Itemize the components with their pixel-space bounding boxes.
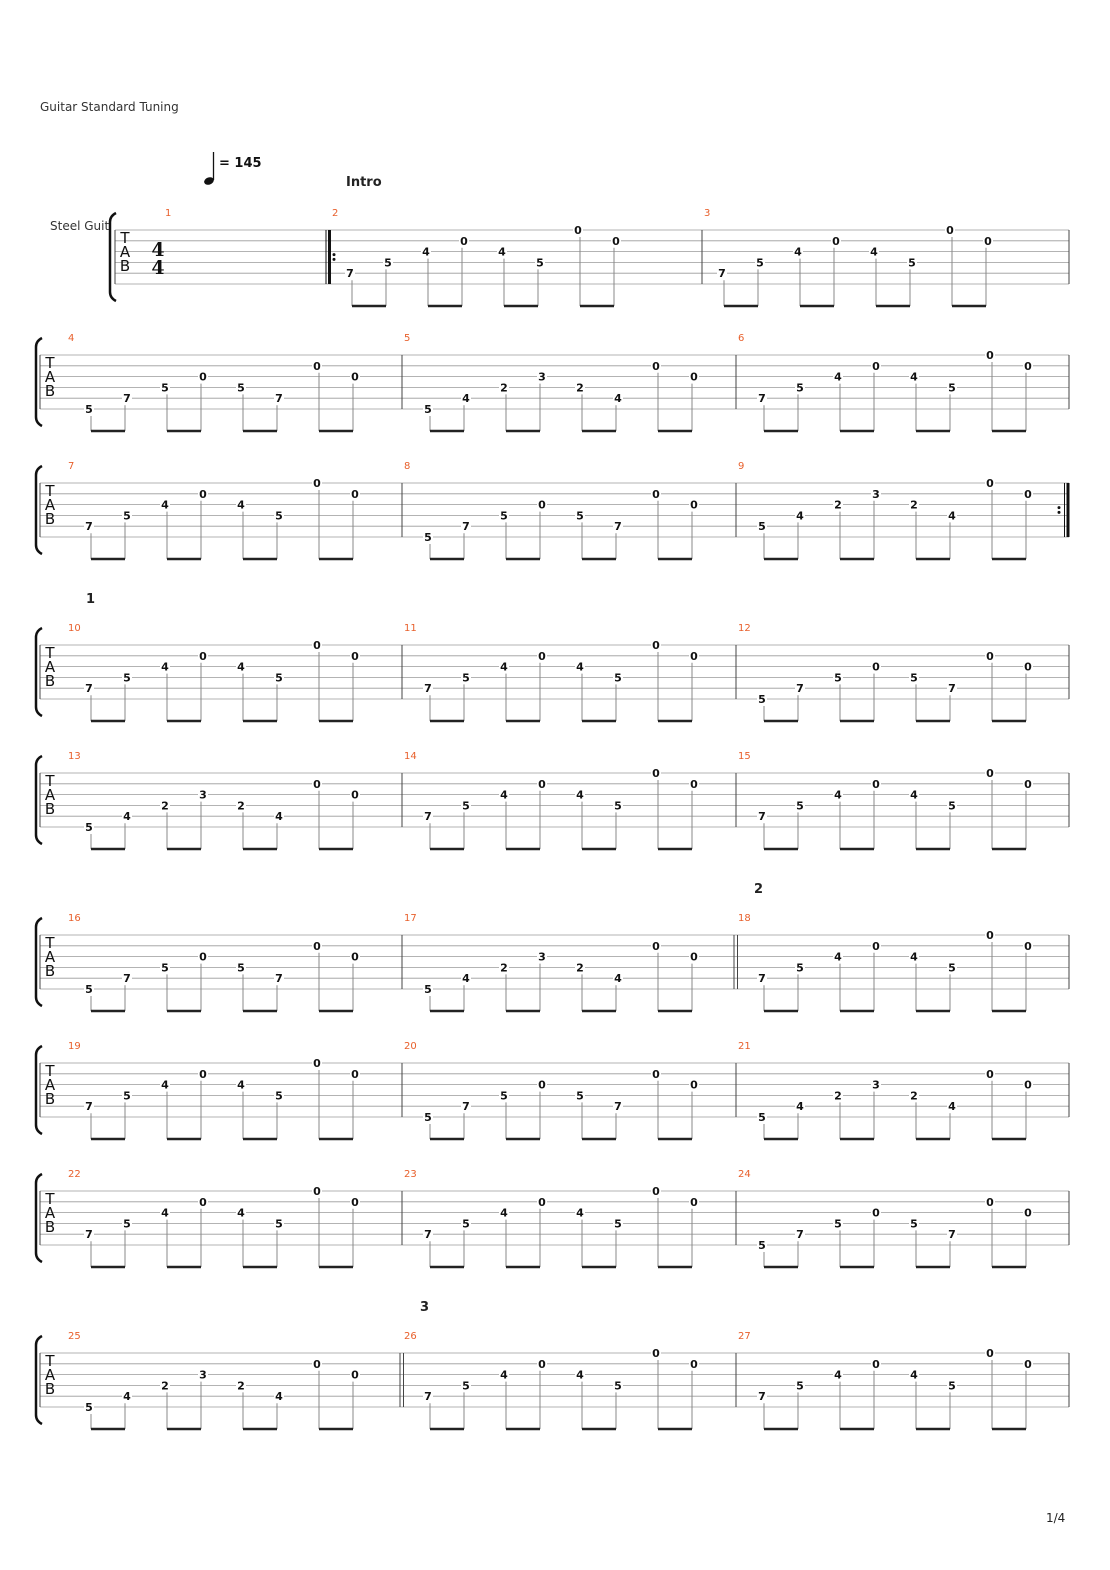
fret-number: 5 (237, 961, 245, 975)
fret-number: 4 (910, 370, 918, 384)
fret-number: 5 (384, 256, 392, 270)
fret-number: 0 (199, 1067, 207, 1081)
fret-number: 7 (424, 810, 432, 824)
fret-number: 5 (275, 1217, 283, 1231)
measure-number: 23 (404, 1169, 417, 1180)
tab-clef-letter: T (45, 1062, 55, 1080)
fret-number: 0 (690, 1357, 698, 1371)
tab-clef-letter: B (44, 962, 56, 980)
fret-number: 5 (161, 381, 169, 395)
fret-number: 7 (758, 810, 766, 824)
measure-number: 4 (68, 333, 75, 344)
fret-number: 0 (652, 639, 660, 652)
measure-number: 25 (68, 1331, 81, 1342)
repeat-dot (1058, 511, 1061, 514)
tab-clef-letter: T (45, 1190, 55, 1208)
tab-clef-letter: A (44, 948, 56, 966)
system-bracket (36, 628, 42, 716)
measure-number: 22 (68, 1169, 81, 1180)
fret-number: 7 (796, 682, 804, 696)
fret-number: 4 (498, 245, 506, 259)
fret-number: 0 (690, 950, 698, 964)
fret-number: 5 (796, 799, 804, 813)
fret-number: 0 (872, 777, 880, 791)
fret-number: 3 (872, 1078, 880, 1092)
tab-clef-letter: A (44, 786, 56, 804)
fret-number: 0 (986, 929, 994, 942)
fret-number: 5 (834, 1217, 842, 1231)
fret-number: 4 (237, 498, 245, 512)
measure-number: 24 (738, 1169, 751, 1180)
fret-number: 4 (500, 660, 508, 674)
measure-number: 7 (68, 461, 75, 472)
fret-number: 0 (986, 767, 994, 780)
fret-number: 4 (123, 810, 131, 824)
fret-number: 2 (576, 381, 584, 395)
fret-number: 4 (576, 1206, 584, 1220)
fret-number: 5 (85, 821, 93, 834)
fret-number: 0 (313, 477, 321, 490)
measure-number: 2 (332, 208, 339, 219)
system-bracket (36, 1336, 42, 1424)
tab-clef-letter: A (44, 658, 56, 676)
fret-number: 5 (161, 961, 169, 975)
fret-number: 0 (986, 1347, 994, 1360)
fret-number: 4 (910, 950, 918, 964)
fret-number: 5 (576, 509, 584, 523)
fret-number: 0 (652, 487, 660, 501)
section-label-intro: Intro (346, 175, 382, 190)
fret-number: 3 (538, 950, 546, 964)
fret-number: 7 (85, 682, 93, 696)
fret-number: 7 (948, 682, 956, 696)
fret-number: 7 (462, 520, 470, 534)
fret-number: 3 (199, 788, 207, 802)
fret-number: 5 (796, 381, 804, 395)
fret-number: 4 (576, 1368, 584, 1382)
fret-number: 0 (690, 370, 698, 384)
fret-number: 5 (462, 799, 470, 813)
fret-number: 5 (275, 509, 283, 523)
fret-number: 0 (313, 777, 321, 791)
fret-number: 4 (275, 1390, 283, 1404)
tab-clef-letter: B (44, 1218, 56, 1236)
tab-clef-letter: B (44, 1090, 56, 1108)
fret-number: 7 (85, 1100, 93, 1114)
fret-number: 4 (422, 245, 430, 259)
fret-number: 0 (986, 477, 994, 490)
fret-number: 5 (462, 671, 470, 685)
measure-number: 6 (738, 333, 745, 344)
fret-number: 0 (652, 767, 660, 780)
measure-number: 11 (404, 623, 417, 634)
fret-number: 0 (351, 487, 359, 501)
fret-number: 0 (313, 359, 321, 373)
fret-number: 0 (538, 1078, 546, 1092)
fret-number: 0 (199, 1195, 207, 1209)
fret-number: 2 (161, 799, 169, 813)
fret-number: 4 (161, 1206, 169, 1220)
measure-number: 5 (404, 333, 411, 344)
fret-number: 2 (576, 961, 584, 975)
fret-number: 5 (948, 1379, 956, 1393)
fret-number: 0 (652, 1067, 660, 1081)
fret-number: 0 (832, 234, 840, 248)
fret-number: 2 (237, 799, 245, 813)
fret-number: 4 (834, 950, 842, 964)
fret-number: 0 (460, 234, 468, 248)
fret-number: 5 (123, 509, 131, 523)
measure-number: 18 (738, 913, 751, 924)
fret-number: 2 (834, 1089, 842, 1103)
measure-number: 10 (68, 623, 81, 634)
system-bracket (36, 338, 42, 426)
page-number: 1/4 (1046, 1511, 1066, 1525)
fret-number: 0 (351, 1067, 359, 1081)
fret-number: 4 (500, 788, 508, 802)
fret-number: 5 (85, 403, 93, 416)
fret-number: 7 (948, 1228, 956, 1242)
fret-number: 5 (462, 1379, 470, 1393)
tab-clef-letter: T (45, 1352, 55, 1370)
repeat-dot (333, 258, 336, 261)
fret-number: 5 (614, 1379, 622, 1393)
fret-number: 4 (834, 370, 842, 384)
tab-clef-letter: B (44, 382, 56, 400)
fret-number: 5 (424, 983, 432, 996)
fret-number: 0 (538, 649, 546, 663)
track-name: Steel Guit (50, 219, 110, 233)
fret-number: 7 (85, 1228, 93, 1242)
fret-number: 4 (910, 1368, 918, 1382)
fret-number: 2 (834, 498, 842, 512)
fret-number: 7 (123, 972, 131, 986)
fret-number: 0 (986, 1195, 994, 1209)
fret-number: 7 (758, 1390, 766, 1404)
fret-number: 0 (1024, 777, 1032, 791)
fret-number: 5 (948, 381, 956, 395)
fret-number: 0 (652, 1185, 660, 1198)
fret-number: 5 (123, 1089, 131, 1103)
fret-number: 0 (199, 370, 207, 384)
measure-number: 19 (68, 1041, 81, 1052)
fret-number: 0 (538, 498, 546, 512)
measure-number: 13 (68, 751, 81, 762)
fret-number: 4 (462, 392, 470, 406)
measure-number: 9 (738, 461, 745, 472)
tab-clef-letter: A (44, 496, 56, 514)
fret-number: 0 (872, 1206, 880, 1220)
fret-number: 0 (1024, 1357, 1032, 1371)
fret-number: 4 (576, 660, 584, 674)
fret-number: 5 (614, 1217, 622, 1231)
tab-clef-letter: A (119, 243, 131, 261)
fret-number: 7 (424, 1390, 432, 1404)
fret-number: 2 (161, 1379, 169, 1393)
fret-number: 0 (574, 224, 582, 237)
fret-number: 5 (536, 256, 544, 270)
system-bracket (36, 1046, 42, 1134)
fret-number: 0 (313, 1185, 321, 1198)
tab-clef-letter: B (44, 800, 56, 818)
fret-number: 2 (500, 381, 508, 395)
fret-number: 4 (870, 245, 878, 259)
fret-number: 4 (614, 972, 622, 986)
fret-number: 4 (275, 810, 283, 824)
fret-number: 7 (275, 392, 283, 406)
measure-number: 20 (404, 1041, 417, 1052)
fret-number: 0 (1024, 487, 1032, 501)
fret-number: 7 (462, 1100, 470, 1114)
fret-number: 0 (986, 649, 994, 663)
fret-number: 0 (1024, 660, 1032, 674)
fret-number: 5 (85, 1401, 93, 1414)
measure-number: 27 (738, 1331, 751, 1342)
fret-number: 5 (758, 693, 766, 706)
fret-number: 0 (1024, 359, 1032, 373)
fret-number: 7 (424, 682, 432, 696)
fret-number: 0 (872, 660, 880, 674)
fret-number: 0 (199, 649, 207, 663)
fret-number: 5 (910, 671, 918, 685)
fret-number: 4 (237, 660, 245, 674)
tab-clef-letter: B (44, 1380, 56, 1398)
fret-number: 5 (834, 671, 842, 685)
fret-number: 5 (758, 520, 766, 534)
fret-number: 0 (872, 939, 880, 953)
fret-number: 5 (910, 1217, 918, 1231)
fret-number: 7 (796, 1228, 804, 1242)
fret-number: 0 (1024, 939, 1032, 953)
tab-clef-letter: A (44, 1076, 56, 1094)
section-label-3: 3 (420, 1300, 430, 1315)
tab-clef-letter: T (45, 644, 55, 662)
tab-clef-letter: B (119, 257, 131, 275)
fret-number: 4 (500, 1206, 508, 1220)
repeat-dot (333, 253, 336, 256)
fret-number: 4 (910, 788, 918, 802)
tuning-label: Guitar Standard Tuning (40, 100, 179, 114)
fret-number: 5 (500, 1089, 508, 1103)
measure-number: 16 (68, 913, 81, 924)
system-bracket (36, 756, 42, 844)
tab-clef-letter: T (45, 354, 55, 372)
tab-clef-letter: A (44, 1366, 56, 1384)
fret-number: 0 (538, 1195, 546, 1209)
fret-number: 4 (462, 972, 470, 986)
fret-number: 5 (948, 799, 956, 813)
fret-number: 0 (313, 939, 321, 953)
fret-number: 4 (500, 1368, 508, 1382)
fret-number: 5 (424, 1111, 432, 1124)
fret-number: 5 (796, 1379, 804, 1393)
fret-number: 0 (986, 349, 994, 362)
fret-number: 0 (313, 639, 321, 652)
fret-number: 5 (758, 1239, 766, 1252)
system-bracket (36, 1174, 42, 1262)
fret-number: 0 (199, 487, 207, 501)
fret-number: 0 (1024, 1206, 1032, 1220)
tempo-marking: = 145 (219, 156, 262, 171)
tab-clef-letter: B (44, 672, 56, 690)
fret-number: 5 (948, 961, 956, 975)
fret-number: 5 (500, 509, 508, 523)
fret-number: 0 (652, 1347, 660, 1360)
fret-number: 5 (614, 671, 622, 685)
fret-number: 5 (275, 671, 283, 685)
fret-number: 0 (538, 1357, 546, 1371)
fret-number: 5 (758, 1111, 766, 1124)
fret-number: 5 (756, 256, 764, 270)
fret-number: 5 (85, 983, 93, 996)
fret-number: 5 (796, 961, 804, 975)
fret-number: 0 (690, 1195, 698, 1209)
fret-number: 0 (351, 788, 359, 802)
fret-number: 0 (351, 1368, 359, 1382)
fret-number: 0 (652, 939, 660, 953)
fret-number: 0 (984, 234, 992, 248)
fret-number: 3 (872, 487, 880, 501)
fret-number: 4 (237, 1206, 245, 1220)
tab-clef-letter: T (45, 482, 55, 500)
fret-number: 0 (690, 649, 698, 663)
fret-number: 7 (424, 1228, 432, 1242)
section-label-1: 1 (86, 592, 96, 607)
time-signature-top: 4 (151, 239, 165, 261)
fret-number: 5 (614, 799, 622, 813)
tab-clef-letter: T (45, 772, 55, 790)
fret-number: 4 (161, 660, 169, 674)
fret-number: 0 (313, 1057, 321, 1070)
measure-number: 8 (404, 461, 411, 472)
fret-number: 4 (123, 1390, 131, 1404)
fret-number: 0 (690, 1078, 698, 1092)
fret-number: 0 (351, 649, 359, 663)
fret-number: 4 (161, 498, 169, 512)
fret-number: 2 (910, 1089, 918, 1103)
tab-clef-letter: A (44, 368, 56, 386)
fret-number: 4 (948, 1100, 956, 1114)
system-bracket (36, 918, 42, 1006)
fret-number: 3 (199, 1368, 207, 1382)
fret-number: 5 (275, 1089, 283, 1103)
fret-number: 0 (690, 498, 698, 512)
fret-number: 4 (237, 1078, 245, 1092)
fret-number: 0 (538, 777, 546, 791)
fret-number: 4 (948, 509, 956, 523)
tab-clef-letter: A (44, 1204, 56, 1222)
measure-number: 1 (165, 208, 172, 219)
fret-number: 0 (313, 1357, 321, 1371)
fret-number: 4 (796, 1100, 804, 1114)
measure-number: 12 (738, 623, 751, 634)
measure-number: 3 (704, 208, 711, 219)
fret-number: 0 (986, 1067, 994, 1081)
repeat-dot (1058, 506, 1061, 509)
fret-number: 0 (946, 224, 954, 237)
fret-number: 5 (424, 531, 432, 544)
fret-number: 5 (908, 256, 916, 270)
fret-number: 4 (796, 509, 804, 523)
measure-number: 17 (404, 913, 417, 924)
fret-number: 2 (910, 498, 918, 512)
fret-number: 5 (123, 671, 131, 685)
system-bracket (36, 466, 42, 554)
measure-number: 14 (404, 751, 417, 762)
measure-number: 21 (738, 1041, 751, 1052)
fret-number: 4 (614, 392, 622, 406)
fret-number: 3 (538, 370, 546, 384)
fret-number: 7 (614, 520, 622, 534)
section-label-2: 2 (754, 882, 764, 897)
fret-number: 5 (462, 1217, 470, 1231)
fret-number: 4 (834, 788, 842, 802)
fret-number: 0 (1024, 1078, 1032, 1092)
fret-number: 0 (872, 1357, 880, 1371)
fret-number: 7 (85, 520, 93, 534)
fret-number: 7 (758, 972, 766, 986)
time-signature-bottom: 4 (151, 257, 165, 279)
fret-number: 7 (614, 1100, 622, 1114)
tab-clef-letter: T (45, 934, 55, 952)
fret-number: 7 (718, 267, 726, 281)
fret-number: 5 (576, 1089, 584, 1103)
fret-number: 7 (758, 392, 766, 406)
fret-number: 0 (199, 950, 207, 964)
fret-number: 7 (346, 267, 354, 281)
measure-number: 15 (738, 751, 751, 762)
fret-number: 5 (123, 1217, 131, 1231)
fret-number: 4 (834, 1368, 842, 1382)
fret-number: 0 (612, 234, 620, 248)
fret-number: 2 (500, 961, 508, 975)
tab-clef-letter: T (120, 229, 130, 247)
fret-number: 7 (275, 972, 283, 986)
fret-number: 5 (424, 403, 432, 416)
fret-number: 0 (351, 950, 359, 964)
fret-number: 0 (690, 777, 698, 791)
fret-number: 7 (123, 392, 131, 406)
fret-number: 4 (794, 245, 802, 259)
measure-number: 26 (404, 1331, 417, 1342)
fret-number: 0 (872, 359, 880, 373)
fret-number: 0 (652, 359, 660, 373)
fret-number: 4 (161, 1078, 169, 1092)
fret-number: 0 (351, 1195, 359, 1209)
fret-number: 2 (237, 1379, 245, 1393)
fret-number: 0 (351, 370, 359, 384)
tab-clef-letter: B (44, 510, 56, 528)
fret-number: 5 (237, 381, 245, 395)
fret-number: 4 (576, 788, 584, 802)
